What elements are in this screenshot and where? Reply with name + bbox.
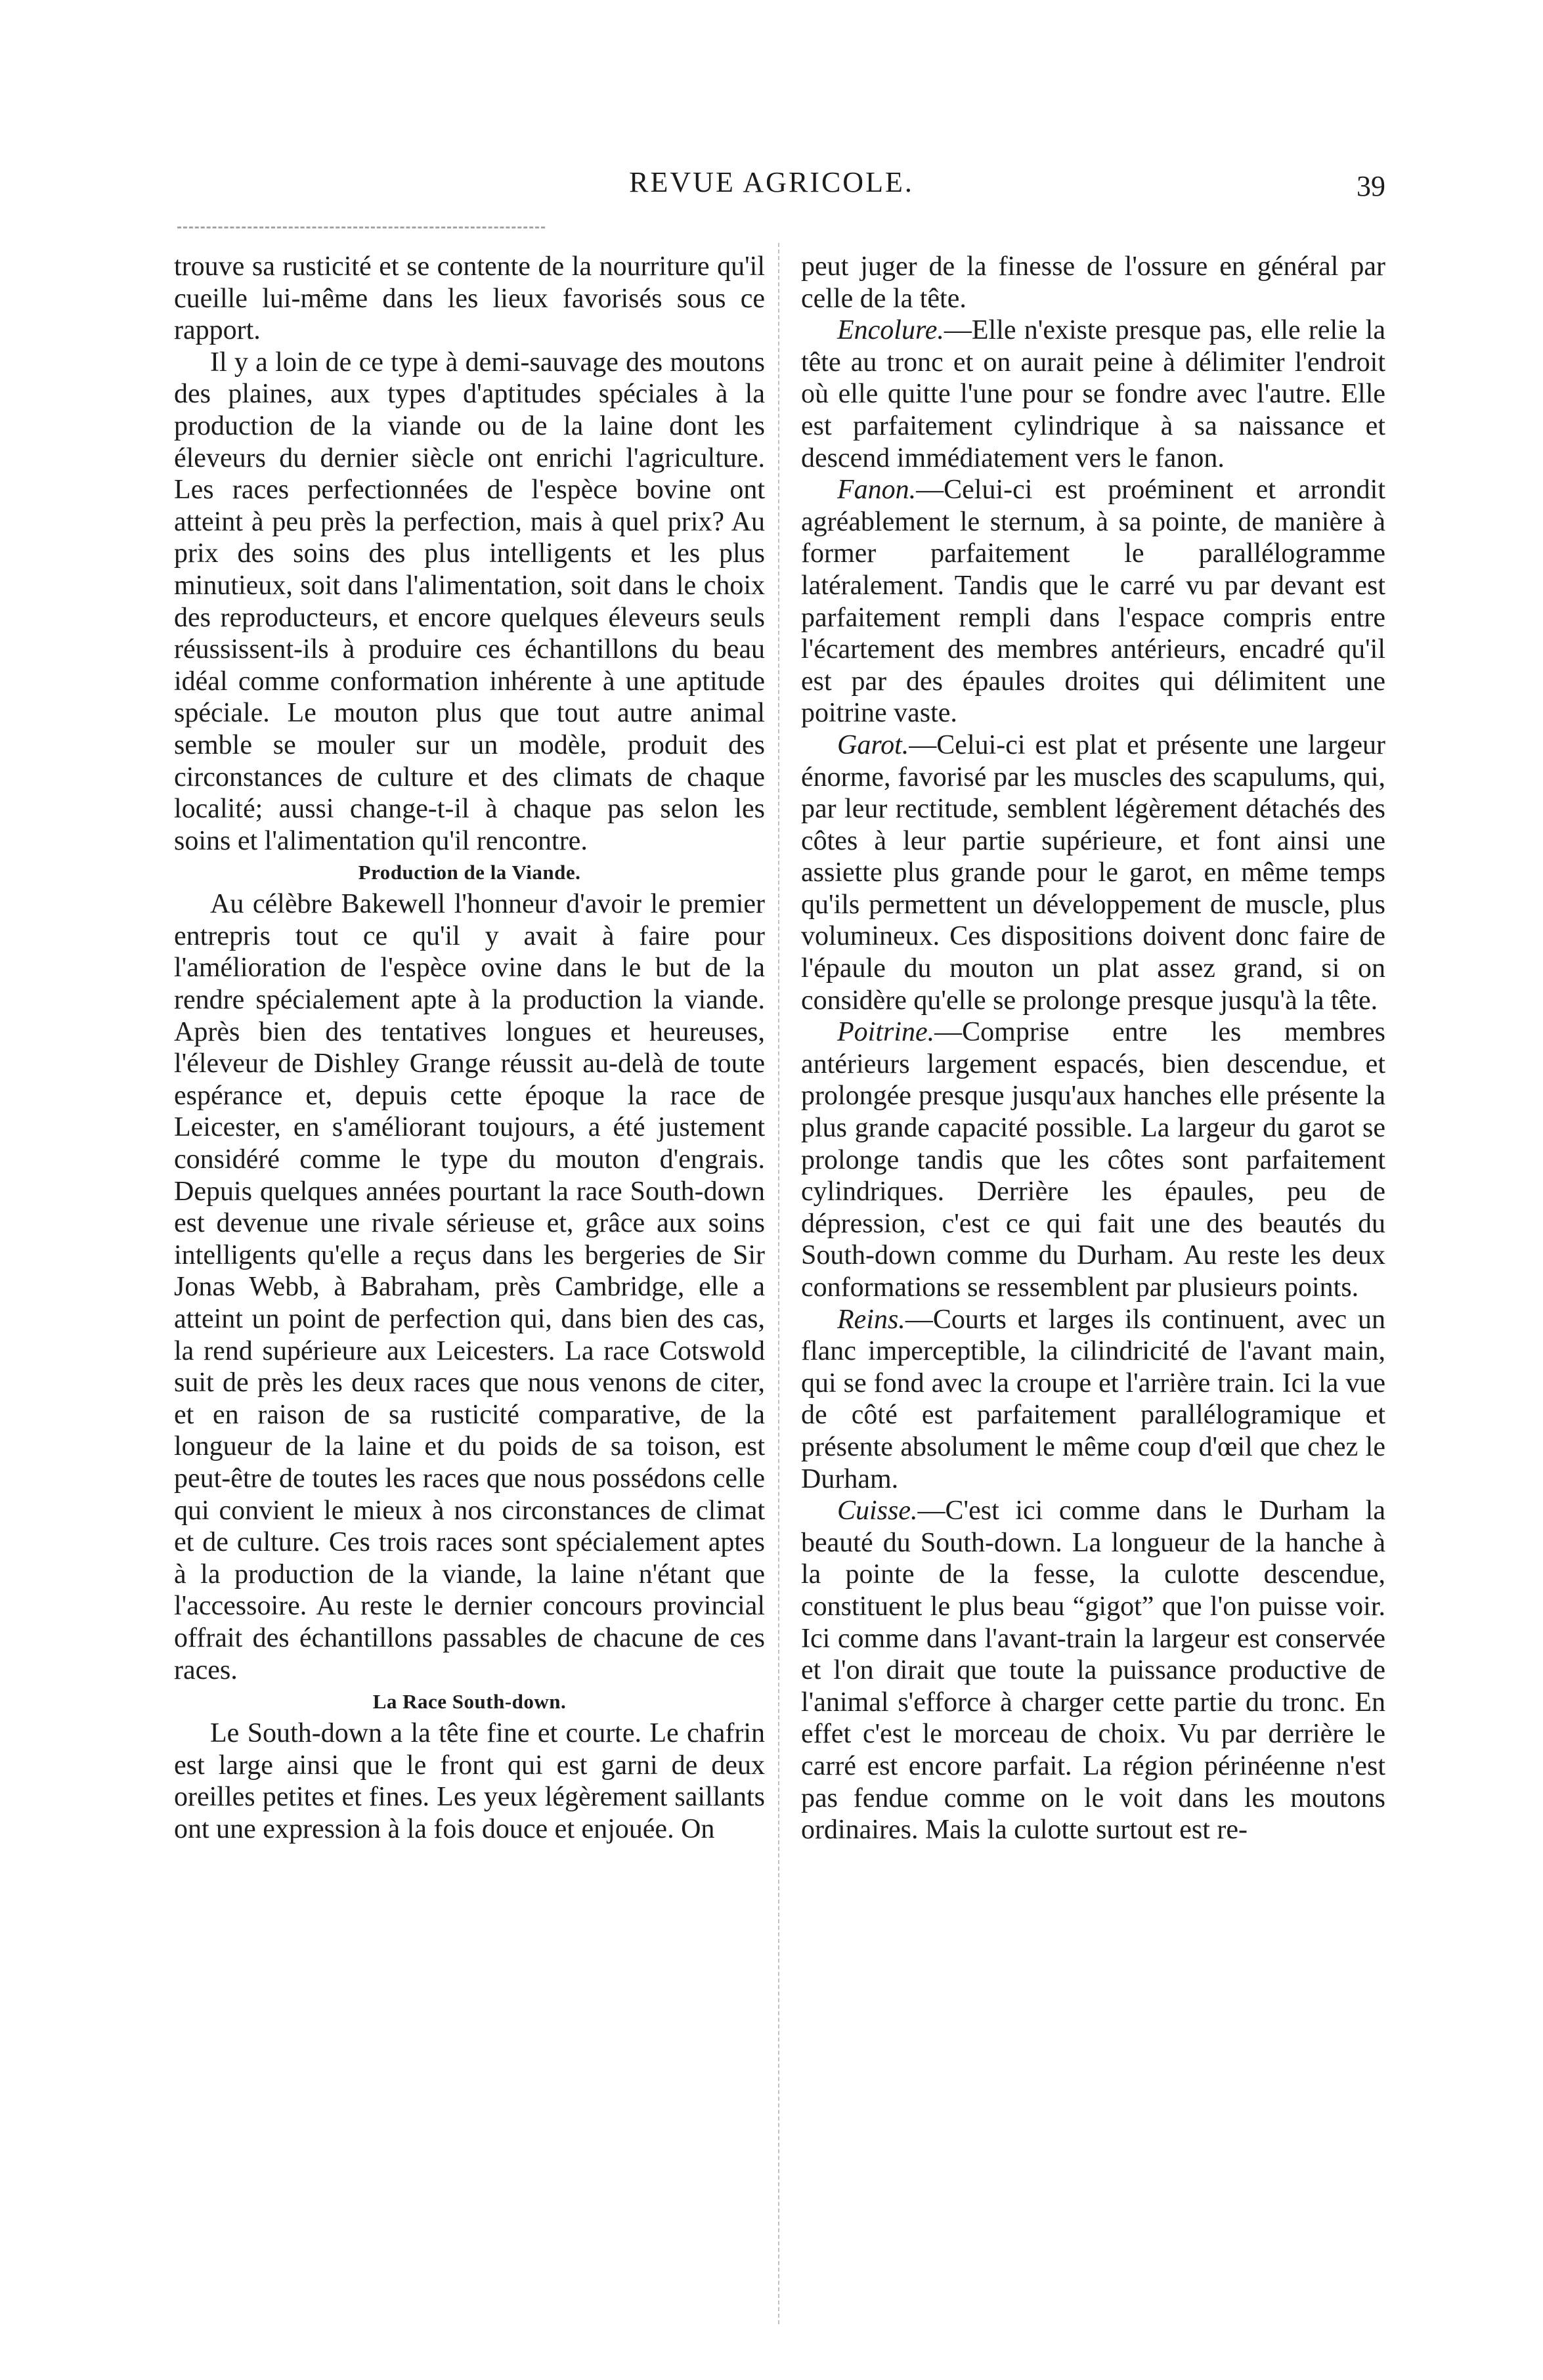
paragraph: trouve sa rusticité et se contente de la nourriture qu'il cueille lui-même dans les lieux favorisés sous ce rapport. [174, 251, 765, 346]
entry-term: Poitrine. [837, 1017, 935, 1048]
entry-text: —Comprise entre les membres antérieurs largement espacés, bien descendue, et prolongée presque jusqu'aux hanches elle présente la plus grande capacité possible. La largeur du garot se prolonge tandis que les côtes sont parfaitement cylindriques. Derrière les épaules, peu de dépression, c'est ce qui fait une des beautés du South-down comme du Durham. Au reste les deux conformations se ressemblent par plusieurs points. [801, 1017, 1385, 1303]
entry-text: —Celui-ci est plat et présente une largeur énorme, favorisé par les muscles des scapulums, qui, par leur rectitude, semblent légèrement détachés des côtes à leur partie supérieure, et font ainsi une assiette plus grande pour le garot, en même temps qu'ils permettent un développement de muscle, plus volumineux. Ces dispositions doivent donc faire de l'épaule du mouton un plat assez grand, si on considère qu'elle se prolonge presque jusqu'à la tête. [801, 729, 1385, 1016]
entry-term: Reins. [837, 1304, 905, 1335]
entry-term: Fanon. [837, 475, 917, 506]
entry-term: Encolure. [837, 315, 944, 346]
right-column [801, 251, 1385, 2326]
paragraph: peut juger de la finesse de l'ossure en général par celle de la tête. [801, 251, 1385, 314]
section-heading: La Race South-down. [372, 1690, 567, 1714]
entry-text: —Courts et larges ils continuent, avec un flanc imperceptible, la cilindricité de l'avant main, qui se fond avec la croupe et l'arrière train. Ici la vue de côté est parfaitement parallélogramique et présente absolument le même coup d'œil que chez le Durham. [801, 1304, 1385, 1494]
entry-text: —Elle n'existe presque pas, elle relie la tête au tronc et on aurait peine à délimiter l'endroit où elle quitte l'une pour se fondre avec l'autre. Elle est parfaitement cylindrique à sa naissance et descend immédiatement vers le fanon. [801, 315, 1385, 473]
entry-term: Cuisse. [837, 1496, 918, 1526]
entry-reins [801, 1304, 1385, 1496]
entry-fanon [801, 474, 1385, 729]
entry-cuisse [801, 1495, 1385, 1846]
entry-text: —C'est ici comme dans le Durham la beauté du South-down. La longueur de la hanche à la pointe de la fesse, la culotte descendue, constituent le plus beau “gigot” que l'on puisse voir. Ici comme dans l'avant-train la largeur est conservée et l'on dirait que toute la puissance productive de l'animal s'efforce à charger cette partie du tronc. En effet c'est le morceau de choix. Vu par derrière le carré est encore parfait. La région périnéenne n'est pas fendue comme on le voit dans les moutons ordinaires. Mais la culotte surtout est re- [801, 1496, 1385, 1846]
header-rule [177, 227, 545, 228]
paragraph: Au célèbre Bakewell l'honneur d'avoir le premier entrepris tout ce qu'il y avait à faire pour l'amélioration de l'espèce ovine dans le but de la rendre spécialement apte à la production la viande. Après bien des tentatives longues et heureuses, l'éleveur de Dishley Grange réussit au-delà de toute espérance et, depuis cette époque la race de Leicester, en s'améliorant toujours, a été justement considéré comme le type du mouton d'engrais. Depuis quelques années pourtant la race South-down est devenue une rivale sérieuse et, grâce aux soins intelligents qu'elle a reçus dans les bergeries de Sir Jonas Webb, à Babraham, près Cambridge, elle a atteint un point de perfection qui, dans bien des cas, la rend supérieure aux Leicesters. La race Cotswold suit de près les deux races que nous venons de citer, et en raison de sa rusticité comparative, de la longueur de la laine et du poids de sa toison, est peut-être de toutes les races que nous possédons celle qui convient le mieux à nos circonstances de climat et de culture. Ces trois races sont spécialement aptes à la production de la viande, la laine n'étant que l'accessoire. Au reste le dernier concours provincial offrait des échantillons passables de chacune de ces races. [174, 889, 765, 1685]
section-heading: Production de la Viande. [358, 861, 581, 884]
entry-encolure [801, 314, 1385, 474]
page-header [171, 165, 1385, 205]
entry-text: —Celui-ci est proéminent et arrondit agréablement le sternum, à sa pointe, de manière à former parfaitement le parallélogramme latéralement. Tandis que le carré vu par devant est parfaitement rempli dans l'espace compris entre l'écartement des membres antérieurs, encadré qu'il est par des épaules droites qui délimitent une poitrine vaste. [801, 475, 1385, 729]
paragraph: Le South-down a la tête fine et courte. Le chafrin est large ainsi que le front qui est garni de deux oreilles petites et fines. Les yeux légèrement saillants ont une expression à la fois douce et enjouée. On [174, 1718, 765, 1844]
running-title: REVUE AGRICOLE. [629, 166, 914, 198]
entry-poitrine [801, 1016, 1385, 1303]
page-number: 39 [1357, 170, 1385, 202]
left-column [174, 251, 765, 2326]
entry-term: Garot. [837, 729, 909, 760]
column-divider [778, 243, 779, 2324]
entry-garot [801, 729, 1385, 1016]
paragraph: Il y a loin de ce type à demi-sauvage des moutons des plaines, aux types d'aptitudes spéciales à la production de la viande ou de la laine dont les éleveurs du dernier siècle ont enrichi l'agriculture. Les races perfectionnées de l'espèce bovine ont atteint à peu près la perfection, mais à quel prix? Au prix des soins des plus intelligents et les plus minutieux, soit dans l'alimentation, soit dans le choix des reproducteurs, et encore quelques éleveurs seuls réussissent-ils à produire ces échantillons du beau idéal comme conformation inhérente à une aptitude spéciale. Le mouton plus que tout autre animal semble se mouler sur un modèle, produit des circonstances de culture et des climats de chaque localité; aussi change-t-il à chaque pas selon les soins et l'alimentation qu'il rencontre. [174, 347, 765, 856]
